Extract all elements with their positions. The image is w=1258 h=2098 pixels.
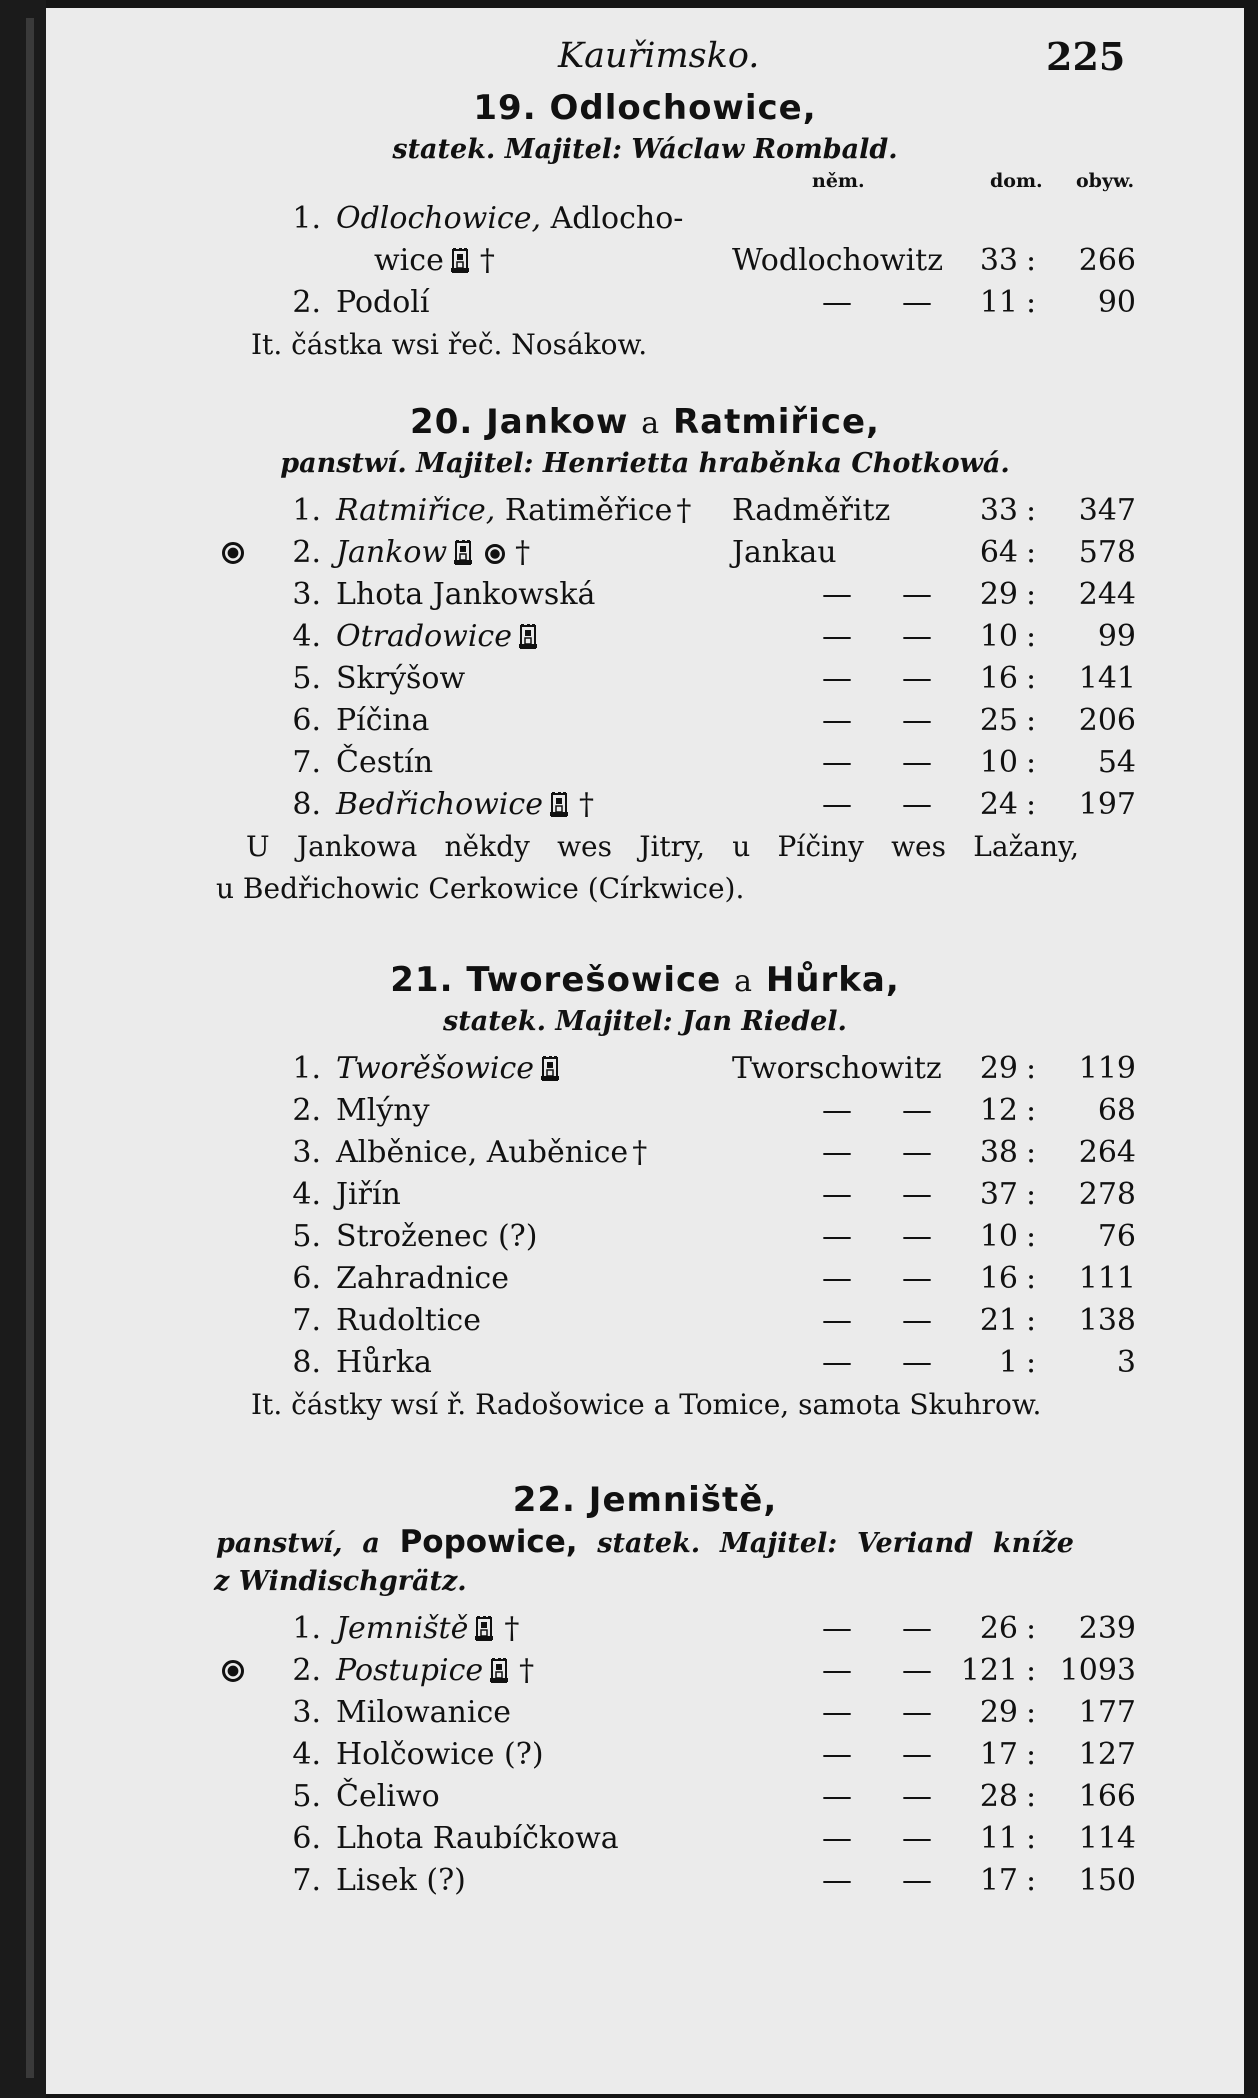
village-name-text: Hůrka [336,1345,432,1380]
village-name-text: Lhota Raubíčkowa [336,1821,619,1856]
village-name [336,700,429,742]
village-name [336,1860,466,1902]
section-note: It. částky wsí ř. Radošowice a Tomice, samota Skuhrow. [251,1388,1042,1421]
village-name-text: Mlýny [336,1093,430,1128]
ratio-colon: : [1026,1051,1037,1086]
inhabitants-count: 138 [1078,1303,1136,1338]
village-name-italic: Jankow [336,535,448,570]
ditto-dash: — [902,285,932,320]
ratio-colon: : [1026,745,1037,780]
row-number: 3. [292,577,321,612]
table-row [46,1048,1244,1090]
ratio-colon: : [1026,1653,1037,1688]
table-row [46,1692,1244,1734]
ditto-dash: — [822,745,852,780]
inhabitants-count: 119 [1078,1051,1136,1086]
table-row [46,1818,1244,1860]
village-name-text: Lisek (?) [336,1863,466,1898]
column-german: něm. [812,170,865,192]
ratio-colon: : [1026,285,1037,320]
ditto-dash: — [902,1653,932,1688]
column-headers [46,170,1244,198]
section-name: Odlochowice, [549,88,817,128]
column-inhabitants: obyw. [1076,170,1135,192]
village-name [336,1650,538,1692]
inhabitants-count: 206 [1078,703,1136,738]
inhabitants-count: 244 [1078,577,1136,612]
section-conjunction: a [641,406,661,441]
table-row [46,658,1244,700]
ditto-dash: — [902,1261,932,1296]
section-name: Tworešowice [466,960,722,1000]
estate-owner-line: statek. Majitel: Jan Riedel. [443,1006,847,1037]
table-row [46,1132,1244,1174]
castle-icon [518,624,538,650]
castle-icon [474,1616,494,1642]
inhabitants-count: 1093 [1059,1653,1136,1688]
row-number: 1. [292,493,321,528]
ratio-colon: : [1026,1093,1037,1128]
german-name: Tworschowitz [732,1051,942,1086]
inhabitants-count: 3 [1116,1345,1136,1380]
ratio-colon: : [1026,1863,1037,1898]
table-row [46,1776,1244,1818]
german-name: Wodlochowitz [732,243,944,278]
inhabitants-count: 114 [1078,1821,1136,1856]
village-name-text: Holčowice (?) [336,1737,544,1772]
village-name [336,1048,566,1090]
village-name [336,574,595,616]
inhabitants-count: 264 [1078,1135,1136,1170]
village-name-text: Skrýšow [336,661,466,696]
ditto-dash: — [822,577,852,612]
cross-icon: † [676,493,692,528]
row-number: 2. [292,535,321,570]
section-note: u Bedřichowic Cerkowice (Církwice). [216,872,745,905]
houses-count: 11 [979,1821,1018,1856]
ditto-dash: — [822,1219,852,1254]
houses-count: 37 [979,1177,1018,1212]
cross-icon: † [578,787,594,822]
ditto-dash: — [902,1303,932,1338]
houses-count: 11 [979,285,1018,320]
inhabitants-count: 54 [1097,745,1136,780]
row-number: 2. [292,1093,321,1128]
village-name [336,1258,509,1300]
ratio-colon: : [1026,619,1037,654]
village-name [336,742,433,784]
village-name [336,1608,523,1650]
ditto-dash: — [822,1821,852,1856]
houses-count: 28 [979,1779,1018,1814]
houses-count: 29 [979,1695,1018,1730]
ratio-colon: : [1026,1821,1037,1856]
inhabitants-count: 141 [1078,661,1136,696]
ditto-dash: — [902,661,932,696]
village-name-italic: Otradowice [336,619,512,654]
houses-count: 121 [960,1653,1018,1688]
inhabitants-count: 99 [1097,619,1136,654]
castle-icon [450,248,470,274]
ditto-dash: — [822,1779,852,1814]
ratio-colon: : [1026,1177,1037,1212]
village-name [336,1342,432,1384]
village-name-text: Píčina [336,703,430,738]
row-number: 3. [292,1135,321,1170]
houses-count: 17 [979,1863,1018,1898]
ditto-dash: — [822,1303,852,1338]
ratio-colon: : [1026,1695,1037,1730]
section-heading [46,958,1244,1002]
row-number: 1. [292,201,321,236]
book-spine [0,0,46,2098]
section-number: 19. [473,88,537,128]
castle-icon [489,1658,509,1684]
inhabitants-count: 68 [1097,1093,1136,1128]
ditto-dash: — [902,1177,932,1212]
table-row [46,1174,1244,1216]
ditto-dash: — [822,1261,852,1296]
row-number: 4. [292,619,321,654]
ratio-colon: : [1026,1135,1037,1170]
stamp-icon [485,544,505,564]
castle-icon [453,540,473,566]
village-name-italic: Jemniště [336,1611,469,1646]
ratio-colon: : [1026,243,1037,278]
village-name [336,616,544,658]
inhabitants-count: 127 [1078,1737,1136,1772]
village-name-text: Lhota Jankowská [336,577,596,612]
ditto-dash: — [822,1737,852,1772]
table-row [46,1734,1244,1776]
row-number: 2. [292,285,321,320]
section-number: 20. [410,402,474,442]
table-row [46,198,1244,240]
village-name [336,1818,619,1860]
ditto-dash: — [902,1345,932,1380]
ditto-dash: — [902,1093,932,1128]
village-name-text: Alběnice, Auběnice [336,1135,629,1170]
section-20 [46,400,1244,910]
ratio-colon: : [1026,1737,1037,1772]
german-name: Jankau [732,535,837,570]
estate-type: panstwí, a [216,1528,380,1559]
village-name-text: Adlocho- [550,201,684,236]
houses-count: 25 [979,703,1018,738]
section-note: It. částka wsi řeč. Nosákow. [251,328,648,361]
ditto-dash: — [902,1737,932,1772]
section-name: Jankow [486,402,629,442]
village-name-text: Rudoltice [336,1303,481,1338]
table-row [46,1258,1244,1300]
houses-count: 33 [979,493,1018,528]
ditto-dash: — [822,1177,852,1212]
inhabitants-count: 150 [1078,1863,1136,1898]
houses-count: 38 [979,1135,1018,1170]
village-name [336,490,695,532]
ratio-colon: : [1026,535,1037,570]
row-number: 1. [292,1051,321,1086]
ditto-dash: — [822,661,852,696]
village-name-text: Čeliwo [336,1779,440,1814]
houses-count: 29 [979,577,1018,612]
houses-count: 10 [979,1219,1018,1254]
village-name-text: Milowanice [336,1695,512,1730]
houses-count: 16 [979,661,1018,696]
table-row [46,1860,1244,1902]
ditto-dash: — [822,1093,852,1128]
row-number: 4. [292,1177,321,1212]
ditto-dash: — [822,1611,852,1646]
section-name: Jemniště, [588,1480,778,1520]
ditto-dash: — [822,1135,852,1170]
ratio-colon: : [1026,493,1037,528]
ditto-dash: — [902,703,932,738]
row-number: 1. [292,1611,321,1646]
cross-icon: † [519,1653,535,1688]
ratio-colon: : [1026,703,1037,738]
inhabitants-count: 197 [1078,787,1136,822]
table-row [46,700,1244,742]
village-name [336,198,683,240]
section-name-2: Hůrka, [765,960,900,1000]
inhabitants-count: 177 [1078,1695,1136,1730]
page-number: 225 [1046,34,1126,79]
village-name-italic: Odlochowice, [336,201,542,236]
estate-owner-line: panstwí. Majitel: Henrietta hraběnka Chotkowá. [280,448,1010,479]
ditto-dash: — [822,1653,852,1688]
village-name-text: wice [374,243,444,278]
table-row [46,784,1244,826]
table-row [46,1342,1244,1384]
inhabitants-count: 166 [1078,1779,1136,1814]
houses-count: 24 [979,787,1018,822]
row-number: 2. [292,1653,321,1688]
estate-owner-line [46,1522,1244,1562]
village-name-text: Stroženec (?) [336,1219,538,1254]
inhabitants-count: 239 [1078,1611,1136,1646]
ditto-dash: — [902,745,932,780]
village-name [336,658,465,700]
inhabitants-count: 347 [1078,493,1136,528]
row-number: 7. [292,1303,321,1338]
section-21 [46,958,1244,1426]
section-conjunction: a [734,964,753,999]
village-name [374,240,499,282]
ditto-dash: — [902,1695,932,1730]
cross-icon: † [479,243,495,278]
section-19 [46,86,1244,366]
table-row [46,532,1244,574]
houses-count: 12 [979,1093,1018,1128]
houses-count: 29 [979,1051,1018,1086]
row-number: 6. [292,703,321,738]
table-row [46,742,1244,784]
village-name-italic: Bedřichowice [336,787,543,822]
ratio-colon: : [1026,1345,1037,1380]
village-name-italic: Postupice [336,1653,484,1688]
village-name [336,1734,544,1776]
ditto-dash: — [902,1219,932,1254]
estate-owner-line-2: z Windischgrätz. [214,1566,467,1597]
spine-edge [26,18,34,2078]
ratio-colon: : [1026,1611,1037,1646]
inhabitants-count: 76 [1097,1219,1136,1254]
ditto-dash: — [902,1821,932,1856]
houses-count: 16 [979,1261,1018,1296]
section-heading [46,86,1244,130]
ditto-dash: — [902,787,932,822]
inhabitants-count: 90 [1097,285,1136,320]
estate-name-2: Popowice, [399,1524,578,1560]
section-heading [46,1478,1244,1522]
row-number: 8. [292,1345,321,1380]
houses-count: 10 [979,619,1018,654]
table-row [46,1216,1244,1258]
bullet-icon [222,1660,244,1682]
ditto-dash: — [822,619,852,654]
row-number: 4. [292,1737,321,1772]
village-name-text: Podolí [336,285,430,320]
houses-count: 64 [979,535,1018,570]
table-row [46,1608,1244,1650]
ditto-dash: — [822,285,852,320]
running-title: Kauřimsko. [558,36,760,76]
cross-icon: † [504,1611,520,1646]
inhabitants-count: 278 [1078,1177,1136,1212]
castle-icon [540,1056,560,1082]
ditto-dash: — [902,577,932,612]
inhabitants-count: 266 [1078,243,1136,278]
row-number: 3. [292,1695,321,1730]
ratio-colon: : [1026,1261,1037,1296]
village-name-text: Ratiměřice [504,493,673,528]
table-row [46,240,1244,282]
ditto-dash: — [822,1695,852,1730]
village-name [336,784,598,826]
ditto-dash: — [822,703,852,738]
houses-count: 21 [979,1303,1018,1338]
ditto-dash: — [822,1345,852,1380]
row-number: 5. [292,661,321,696]
village-name [336,1300,481,1342]
table-row [46,1090,1244,1132]
village-name [336,1174,401,1216]
cross-icon: † [632,1135,648,1170]
ditto-dash: — [822,1863,852,1898]
german-name: Radměřitz [732,493,891,528]
ratio-colon: : [1026,577,1037,612]
village-name [336,532,534,574]
houses-count: 10 [979,745,1018,780]
section-number: 21. [390,960,454,1000]
ratio-colon: : [1026,1219,1037,1254]
running-header [46,36,1244,86]
houses-count: 17 [979,1737,1018,1772]
table-row [46,1300,1244,1342]
ratio-colon: : [1026,1303,1037,1338]
ditto-dash: — [902,1135,932,1170]
bullet-icon [222,542,244,564]
estate-owner: statek. Majitel: Veriand kníže [597,1528,1074,1559]
row-number: 6. [292,1821,321,1856]
estate-owner-line: statek. Majitel: Wáclaw Rombald. [392,134,898,165]
houses-count: 33 [979,243,1018,278]
houses-count: 1 [998,1345,1018,1380]
row-number: 8. [292,787,321,822]
book-page [46,8,1244,2094]
row-number: 7. [292,745,321,780]
section-name-2: Ratmiřice, [672,402,880,442]
row-number: 7. [292,1863,321,1898]
section-22 [46,1478,1244,1902]
village-name [336,1216,537,1258]
table-row [46,616,1244,658]
table-row [46,282,1244,324]
village-name-text: Zahradnice [336,1261,509,1296]
ditto-dash: — [822,787,852,822]
table-row [46,574,1244,616]
castle-icon [549,792,569,818]
column-houses: dom. [990,170,1043,192]
village-name-text: Jiřín [336,1177,401,1212]
village-name-italic: Tworěšowice [336,1051,535,1086]
village-name [336,1090,430,1132]
ratio-colon: : [1026,661,1037,696]
ditto-dash: — [902,1611,932,1646]
section-note: U Jankowa někdy wes Jitry, u Píčiny wes Lažany, [246,830,1079,863]
section-heading [46,400,1244,444]
row-number: 6. [292,1261,321,1296]
table-row [46,1650,1244,1692]
row-number: 5. [292,1219,321,1254]
village-name [336,1776,440,1818]
inhabitants-count: 111 [1078,1261,1136,1296]
inhabitants-count: 578 [1078,535,1136,570]
ditto-dash: — [902,1863,932,1898]
village-name [336,1692,511,1734]
ratio-colon: : [1026,1779,1037,1814]
houses-count: 26 [979,1611,1018,1646]
table-row [46,490,1244,532]
cross-icon: † [515,535,531,570]
row-number: 5. [292,1779,321,1814]
village-name [336,282,430,324]
ditto-dash: — [902,1779,932,1814]
village-name-text: Čestín [336,745,434,780]
ditto-dash: — [902,619,932,654]
section-number: 22. [512,1480,576,1520]
village-name-italic: Ratmiřice, [336,493,496,528]
ratio-colon: : [1026,787,1037,822]
village-name [336,1132,651,1174]
